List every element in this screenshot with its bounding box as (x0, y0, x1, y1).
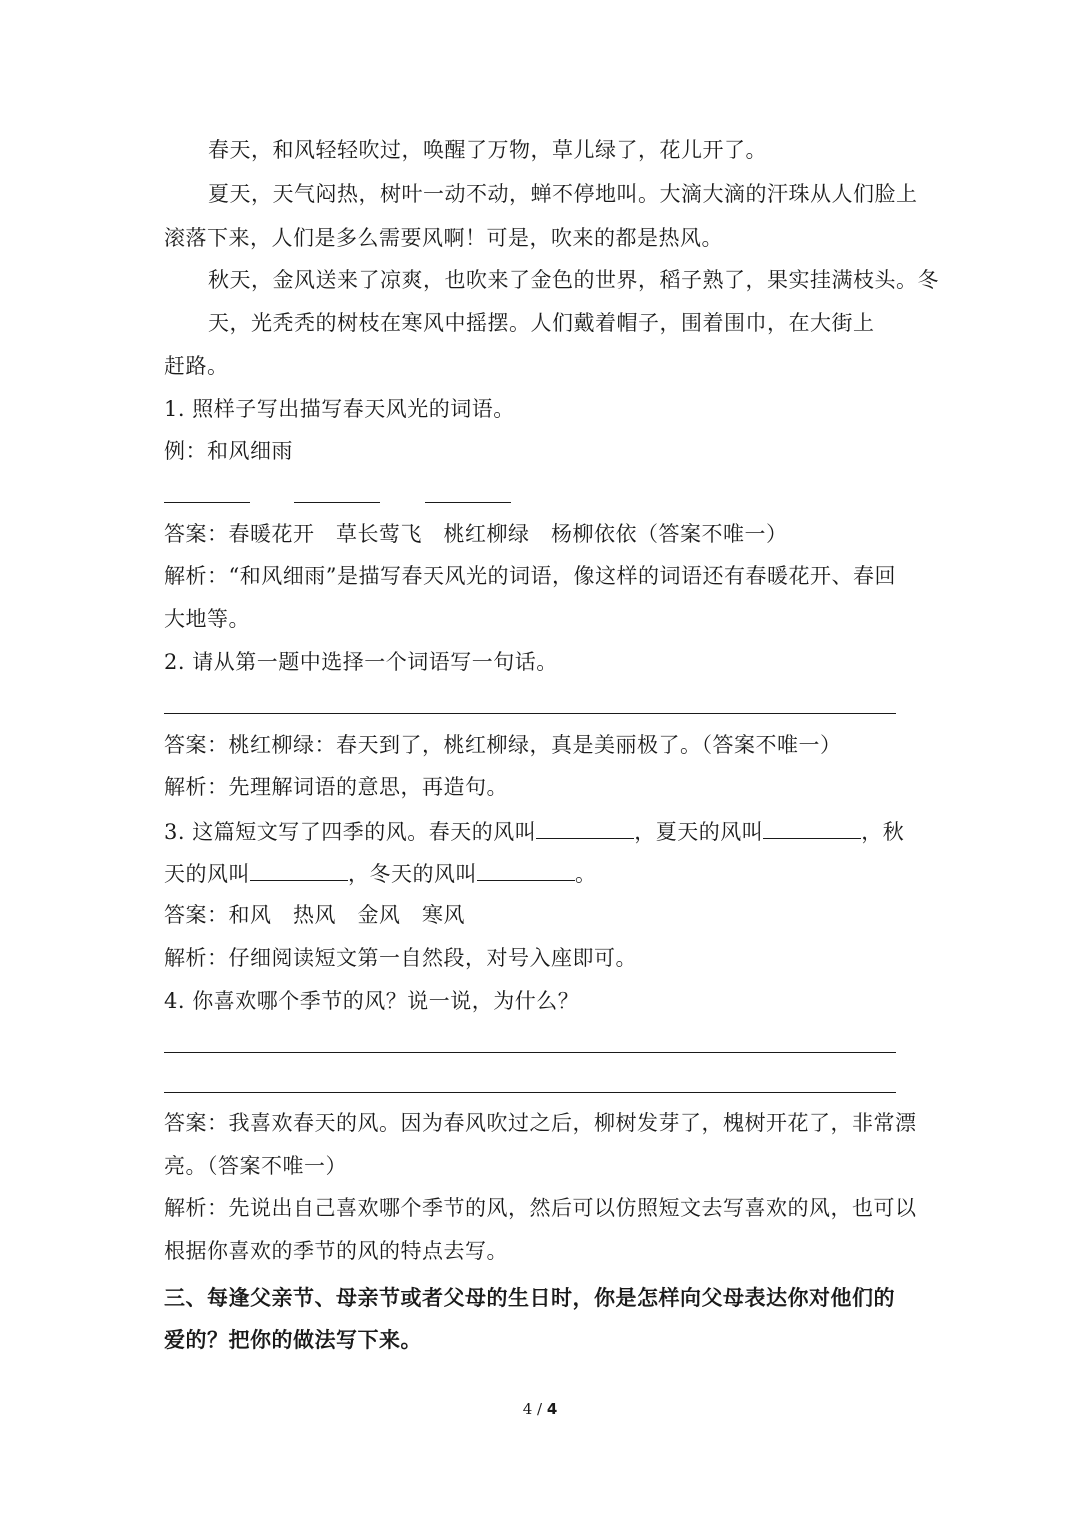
question-3-text: ，冬天的风叫 (348, 862, 477, 886)
passage-paragraph-summer-line1: 夏天，天气闷热，树叶一动不动，蝉不停地叫。大滴大滴的汗珠从人们脸上 (208, 182, 918, 206)
question-4-analysis-line1: 解析：先说出自己喜欢哪个季节的风，然后可以仿照短文去写喜欢的风，也可以 (164, 1196, 917, 1220)
question-4-answer-line1: 答案：我喜欢春天的风。因为春风吹过之后，柳树发芽了，槐树开花了，非常漂 (164, 1111, 917, 1135)
question-1-analysis-line2: 大地等。 (164, 607, 250, 631)
question-3-text: 。 (575, 862, 597, 886)
page-number (0, 1400, 1080, 1418)
question-3-text: ，秋 (861, 820, 905, 844)
question-3-text: ，夏天的风叫 (634, 820, 764, 844)
fill-blank[interactable] (250, 858, 348, 881)
question-1-example: 例：和风细雨 (164, 439, 293, 463)
question-2-analysis: 解析：先理解词语的意思，再造句。 (164, 775, 508, 799)
passage-paragraph-spring: 春天，和风轻轻吹过，唤醒了万物，草儿绿了，花儿开了。 (208, 138, 767, 162)
answer-line[interactable] (164, 1052, 896, 1053)
question-4: 4. 你喜欢哪个季节的风？说一说，为什么？ (164, 989, 580, 1013)
question-3-line1 (164, 816, 904, 846)
passage-paragraph-winter-line2: 赶路。 (164, 354, 229, 378)
question-4-answer-line2: 亮。（答案不唯一） (164, 1154, 347, 1178)
answer-blank[interactable] (164, 502, 250, 503)
question-1: 1. 照样子写出描写春天风光的词语。 (164, 397, 515, 421)
question-2: 2. 请从第一题中选择一个词语写一句话。 (164, 650, 558, 674)
page-separator: / (532, 1400, 547, 1418)
question-2-answer: 答案：桃红柳绿：春天到了，桃红柳绿，真是美丽极了。（答案不唯一） (164, 733, 842, 757)
passage-paragraph-summer-line2: 滚落下来，人们是多么需要风啊！可是，吹来的都是热风。 (164, 226, 723, 250)
answer-line[interactable] (164, 1092, 896, 1093)
fill-blank[interactable] (536, 816, 634, 839)
question-3-answer: 答案：和风 热风 金风 寒风 (164, 903, 465, 927)
fill-blank[interactable] (477, 858, 575, 881)
question-3-analysis: 解析：仔细阅读短文第一自然段，对号入座即可。 (164, 946, 637, 970)
section-3-heading: 三、每逢父亲节、母亲节或者父母的生日时，你是怎样向父母表达你对他们的爱的？把你的做法写下来。 (164, 1286, 895, 1352)
answer-blank[interactable] (425, 502, 511, 503)
current-page-number: 4 (522, 1400, 533, 1418)
question-3-text: 天的风叫 (164, 862, 250, 886)
total-pages-number: 4 (546, 1400, 558, 1418)
answer-line[interactable] (164, 713, 896, 714)
question-3-line2 (164, 858, 904, 888)
passage-paragraph-winter-line1: 天，光秃秃的树枝在寒风中摇摆。人们戴着帽子，围着围巾，在大街上 (208, 311, 875, 335)
question-3-text: 3. 这篇短文写了四季的风。春天的风叫 (164, 820, 537, 844)
question-1-answer: 答案：春暖花开 草长莺飞 桃红柳绿 杨柳依依（答案不唯一） (164, 522, 788, 546)
fill-blank[interactable] (763, 816, 861, 839)
answer-blank[interactable] (294, 502, 380, 503)
question-4-analysis-line2: 根据你喜欢的季节的风的特点去写。 (164, 1239, 508, 1263)
passage-paragraph-autumn: 秋天，金风送来了凉爽，也吹来了金色的世界，稻子熟了，果实挂满枝头。冬 (208, 268, 939, 292)
question-1-analysis-line1: 解析：“和风细雨”是描写春天风光的词语，像这样的词语还有春暖花开、春回 (164, 564, 896, 588)
